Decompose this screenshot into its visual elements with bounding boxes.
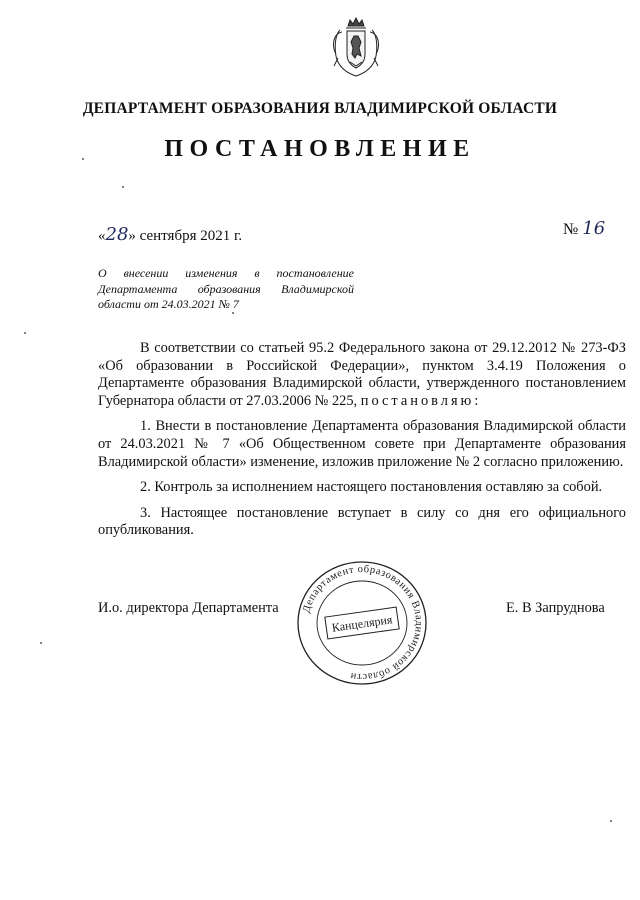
scan-speck xyxy=(82,158,84,160)
date-day-handwritten: 28 xyxy=(105,224,129,245)
stamp-center-text: Канцелярия xyxy=(330,612,394,635)
document-date xyxy=(98,224,242,245)
scan-speck xyxy=(122,186,124,188)
coat-of-arms-icon xyxy=(328,14,384,78)
signatory-position: И.о. директора Департамента xyxy=(98,600,279,616)
number-value-handwritten: 16 xyxy=(582,218,606,239)
document-number xyxy=(563,218,605,239)
item-3: 3. Настоящее постановление вступает в силу со дня его официального опубликования. xyxy=(98,504,626,539)
signatory-name: Е. В Запруднова xyxy=(506,600,605,616)
document-subject: О внесении изменения в постановление Департамента образования Владимирской области от 24.03.2021 № 7 xyxy=(98,266,354,311)
number-label: № xyxy=(563,221,579,238)
stamp-ring-text: Департамент образования Владимирской области xyxy=(301,563,425,683)
date-month-year: сентября 2021 г. xyxy=(139,228,243,244)
official-stamp xyxy=(296,560,428,686)
item-2: 2. Контроль за исполнением настоящего постановления оставляю за собой. xyxy=(140,479,603,496)
date-close-quote: » xyxy=(128,228,136,244)
scan-speck xyxy=(232,312,234,314)
document-type-title: ПОСТАНОВЛЕНИЕ xyxy=(164,136,476,162)
date-open-quote: « xyxy=(98,228,106,244)
department-name: ДЕПАРТАМЕНТ ОБРАЗОВАНИЯ ВЛАДИМИРСКОЙ ОБЛАСТИ xyxy=(82,100,558,117)
scan-speck xyxy=(610,820,612,822)
scan-speck xyxy=(24,332,26,334)
preamble-paragraph xyxy=(98,340,626,410)
document-body xyxy=(98,340,626,540)
item-1: 1. Внести в постановление Департамента образования Владимирской области от 24.03.2021 № 7 «Об Общественном совете при Департаменте образования Владимирской области» изменение, изложив приложение № 2 согласно приложению. xyxy=(98,418,626,470)
scan-speck xyxy=(40,642,42,644)
preamble-text: В соответствии со статьей 95.2 Федерального закона от 29.12.2012 № 273-ФЗ «Об образовании в Российской Федерации», пунктом 3.4.19 Положения о Департаменте образования Владимирской области, утвержденного постановлением Губернатора области от 27.03.2006 № 225, xyxy=(98,340,626,409)
decree-word: постановляю: xyxy=(360,392,482,409)
